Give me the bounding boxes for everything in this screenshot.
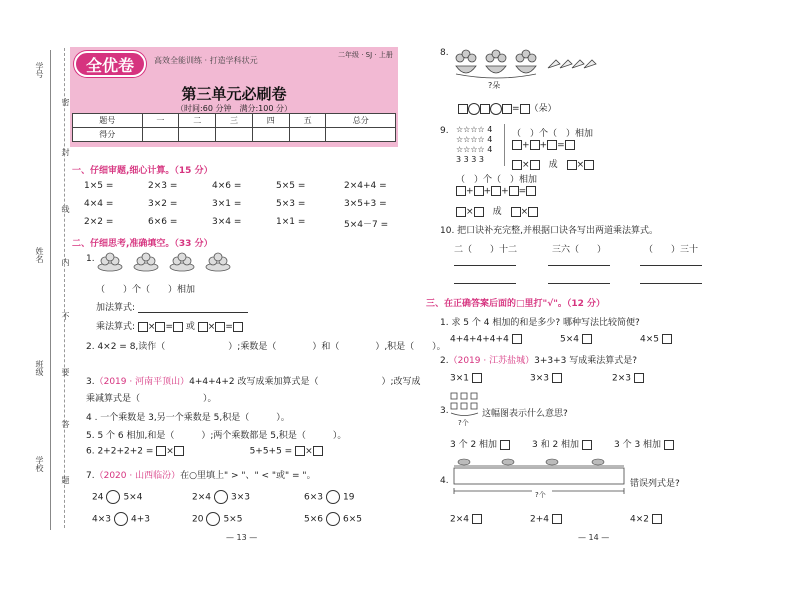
q1-add-answer[interactable] xyxy=(138,312,248,313)
q1-add-row xyxy=(96,300,248,313)
star-row: ☆☆☆☆ 4 xyxy=(456,135,493,144)
cut-line xyxy=(64,48,65,528)
compare-circle[interactable] xyxy=(114,512,128,526)
s3-q2-option xyxy=(612,373,644,384)
option-label: 3×3 xyxy=(530,373,549,384)
answer-circle[interactable] xyxy=(490,103,502,115)
answer-box[interactable] xyxy=(174,446,184,456)
q6-b: 5+5+5 = xyxy=(249,446,293,457)
page-number-left: — 13 — xyxy=(226,533,258,542)
s3-q3-num: 3. xyxy=(440,406,449,416)
label-name: 姓名 xyxy=(35,247,44,263)
q1-add-label: 加法算式: xyxy=(96,303,136,313)
compare-right: 4+3 xyxy=(131,514,150,525)
compare-circle[interactable] xyxy=(206,512,220,526)
times-sign: × xyxy=(207,322,216,332)
q9-b-mul: × 成 × xyxy=(456,204,538,217)
compare-left: 4×3 xyxy=(92,514,111,525)
score-header-cell: 题号 xyxy=(73,114,143,128)
answer-box[interactable] xyxy=(567,160,577,170)
answer-line[interactable] xyxy=(454,256,516,266)
compare-item xyxy=(304,490,354,504)
answer-box[interactable] xyxy=(156,446,166,456)
q7-source-tag: （2020 · 山西临汾） xyxy=(94,471,181,481)
binding-char: 答 xyxy=(61,420,70,428)
calc-item: 1×5 = xyxy=(84,181,114,191)
answer-line[interactable] xyxy=(640,256,702,266)
answer-box[interactable] xyxy=(155,322,165,332)
check-box[interactable] xyxy=(472,373,482,383)
option-label: 5×4 xyxy=(560,334,579,345)
compare-right: 19 xyxy=(343,492,355,503)
answer-box[interactable] xyxy=(474,186,484,196)
s3-q1-option xyxy=(560,334,592,345)
calc-item: 5×4－7 = xyxy=(344,220,389,230)
score-header-cell: 总分 xyxy=(326,114,396,128)
answer-box[interactable] xyxy=(584,160,594,170)
check-box[interactable] xyxy=(500,440,510,450)
slogan: 高效全能训练 · 打造学科状元 xyxy=(154,56,258,65)
s3-q3-option xyxy=(614,437,674,450)
answer-line[interactable] xyxy=(548,256,610,266)
birds-image xyxy=(452,456,632,509)
compare-circle[interactable] xyxy=(326,490,340,504)
s3-q4-text: 错误列式是? xyxy=(630,479,680,489)
calc-item: 2×2 = xyxy=(84,217,114,227)
score-cell[interactable] xyxy=(216,128,253,142)
section3-title: 三、在正确答案后面的□里打"√"。（12 分） xyxy=(426,299,606,309)
answer-box[interactable] xyxy=(509,186,519,196)
check-box[interactable] xyxy=(552,514,562,524)
score-cell[interactable] xyxy=(289,128,326,142)
q7-num: 7. xyxy=(86,471,95,481)
flower-vases-image xyxy=(452,46,602,83)
q8-answer-row: = （朵） xyxy=(458,101,557,115)
s3-q2-row: 2.（2019 · 江苏盐城）3+3+3 写成乘法算式是? xyxy=(440,356,637,366)
s3-q4-question: ?个 xyxy=(535,491,546,499)
compare-item xyxy=(304,512,362,526)
page-title: 第三单元必刷卷 xyxy=(181,85,287,103)
answer-circle[interactable] xyxy=(468,103,480,115)
answer-box[interactable] xyxy=(456,207,466,217)
q9-b-text: （ ）个（ ）相加 xyxy=(456,175,538,185)
q5-text: 5. 5 个 6 相加,和是（ ）;两个乘数都是 5,积是（ ）。 xyxy=(86,431,347,441)
calc-item: 1×1 = xyxy=(276,217,306,227)
compare-right: 5×4 xyxy=(123,492,143,503)
compare-left: 24 xyxy=(92,492,104,503)
answer-box[interactable] xyxy=(458,104,468,114)
score-row-label: 得分 xyxy=(73,128,143,142)
check-box[interactable] xyxy=(634,373,644,383)
label-class: 班级 xyxy=(35,360,44,376)
compare-circle[interactable] xyxy=(106,490,120,504)
option-label: 4×5 xyxy=(640,334,659,345)
page-number-right: — 14 — xyxy=(578,533,610,542)
answer-box[interactable] xyxy=(295,446,305,456)
score-header-cell: 三 xyxy=(216,114,253,128)
q1-groups-text: （ ）个（ ）相加 xyxy=(96,285,196,295)
s3-q4-option xyxy=(530,514,562,525)
q8-question: ?朵 xyxy=(488,81,501,90)
s3-q1-text: 1. 求 5 个 4 相加的和是多少? 哪种写法比较简便? xyxy=(440,318,640,328)
q6-a: 6. 2+2+2+2 = xyxy=(86,446,154,457)
q9-a-text: （ ）个（ ）相加 xyxy=(512,129,594,139)
compare-item xyxy=(192,512,242,526)
answer-box[interactable] xyxy=(565,140,575,150)
calc-item: 3×4 = xyxy=(212,217,242,227)
q1-mul-row xyxy=(96,319,243,332)
option-label: 3 个 2 相加 xyxy=(450,440,498,450)
calc-item: 4×4 = xyxy=(84,199,114,209)
compare-item xyxy=(92,512,150,526)
q10-text: 10. 把口诀补充完整,并根据口诀各写出两道乘法算式。 xyxy=(440,226,659,236)
q1-mul-label: 乘法算式: xyxy=(96,322,136,332)
option-label: 2+4 xyxy=(530,514,549,525)
answer-box[interactable] xyxy=(313,446,323,456)
score-header-cell: 四 xyxy=(252,114,289,128)
answer-box[interactable] xyxy=(456,186,466,196)
label-student-id: 学号 xyxy=(35,62,44,78)
score-cell[interactable] xyxy=(252,128,289,142)
equals-sign: = xyxy=(225,322,233,332)
compare-item xyxy=(192,490,250,504)
q8-unit: （朵） xyxy=(529,104,557,114)
times-sign: × xyxy=(147,322,156,332)
section2-title: 二、仔细思考,准确填空。（33 分） xyxy=(72,239,213,249)
answer-box[interactable] xyxy=(502,104,512,114)
answer-box[interactable] xyxy=(512,160,522,170)
q9-number: 9. xyxy=(440,126,449,136)
q4-text: 4 . 一个乘数是 3,另一个乘数是 5,积是（ ）。 xyxy=(86,413,290,423)
q10-item: （ ）三十 xyxy=(644,245,699,255)
binding-char: 要 xyxy=(61,368,70,376)
calc-item: 3×2 = xyxy=(148,199,178,209)
compare-right: 5×5 xyxy=(223,514,243,525)
q9-stars xyxy=(456,125,492,165)
q9-b-add: + + + = xyxy=(456,186,536,197)
check-box[interactable] xyxy=(652,514,662,524)
section1-title: 一、仔细审题,细心计算。（15 分） xyxy=(72,166,213,176)
binding-char: 不 xyxy=(61,312,70,320)
check-box[interactable] xyxy=(582,440,592,450)
calc-item: 3×1 = xyxy=(212,199,242,209)
option-label: 3×1 xyxy=(450,373,469,384)
s3-q3-option xyxy=(532,437,592,450)
answer-box[interactable] xyxy=(480,104,490,114)
compare-right: 6×5 xyxy=(343,514,362,525)
score-header-cell: 一 xyxy=(142,114,179,128)
compare-item xyxy=(92,490,142,504)
label-school: 学校 xyxy=(35,456,44,472)
star-row: ☆☆☆☆ 4 xyxy=(456,145,493,154)
score-header-cell: 二 xyxy=(179,114,216,128)
calc-item: 5×3 = xyxy=(276,199,306,209)
q10-item: 三六（ ） xyxy=(552,245,607,255)
answer-line[interactable] xyxy=(454,274,516,284)
compare-circle[interactable] xyxy=(326,512,340,526)
q10-item: 二（ ）十二 xyxy=(454,245,518,255)
calc-item: 4×6 = xyxy=(212,181,242,191)
calc-item: 2×4+4 = xyxy=(344,181,387,191)
calc-item: 6×6 = xyxy=(148,217,178,227)
answer-box[interactable] xyxy=(520,104,530,114)
brand-logo: 全优卷 xyxy=(74,51,146,77)
answer-box[interactable] xyxy=(530,160,540,170)
score-cell[interactable] xyxy=(179,128,216,142)
s3-q3-question: ?个 xyxy=(458,419,469,427)
s3-q1-option xyxy=(640,334,672,345)
check-box[interactable] xyxy=(582,334,592,344)
equals-sign: = xyxy=(165,322,174,332)
compare-left: 5×6 xyxy=(304,514,323,525)
option-label: 4×2 xyxy=(630,514,649,525)
q7-row xyxy=(86,468,316,481)
compare-right: 3×3 xyxy=(231,492,250,503)
answer-box[interactable] xyxy=(474,207,484,217)
s3-q4-num: 4. xyxy=(440,476,449,486)
s3-q2-source-tag: （2019 · 江苏盐城） xyxy=(448,356,535,366)
binding-char: 密 xyxy=(61,98,70,106)
compare-circle[interactable] xyxy=(214,490,228,504)
or-label: 成 xyxy=(548,160,558,170)
q8-number: 8. xyxy=(440,48,449,58)
q9-a-mul: × 成 × xyxy=(512,157,594,170)
option-label: 2×3 xyxy=(612,373,631,384)
score-header-cell: 五 xyxy=(289,114,326,128)
answer-box[interactable] xyxy=(198,322,208,332)
s3-q3-text: 这幅图表示什么意思? xyxy=(482,409,568,419)
answer-box[interactable] xyxy=(530,140,540,150)
answer-box[interactable] xyxy=(526,186,536,196)
star-row: ☆☆☆☆ 4 xyxy=(456,125,493,134)
grade-tag: 二年级 · SJ · 上册 xyxy=(338,51,393,59)
answer-box[interactable] xyxy=(233,322,243,332)
q3-source-tag: （2019 · 河南平顶山） xyxy=(94,377,190,387)
star-column-sums: 3 3 3 3 xyxy=(456,155,484,164)
exam-subtitle: （时间:60 分钟 满分:100 分） xyxy=(176,104,292,113)
calc-item: 5×5 = xyxy=(276,181,306,191)
score-cell[interactable] xyxy=(142,128,179,142)
binding-char: 线 xyxy=(61,205,70,213)
score-cell[interactable] xyxy=(326,128,396,142)
s3-q2-option xyxy=(450,373,482,384)
compare-left: 2×4 xyxy=(192,492,211,503)
s3-q4-option xyxy=(450,514,482,525)
q9-a-add: + + = xyxy=(512,140,575,151)
bowls-image xyxy=(96,251,236,276)
answer-line[interactable] xyxy=(548,274,610,284)
calc-item: 2×3 = xyxy=(148,181,178,191)
binding-char: 封 xyxy=(61,148,70,156)
answer-box[interactable] xyxy=(138,322,148,332)
option-label: 4+4+4+4+4 xyxy=(450,334,509,345)
q3-cont: 乘减算式是（ ）。 xyxy=(86,394,217,404)
answer-line[interactable] xyxy=(640,274,702,284)
answer-box[interactable] xyxy=(511,207,521,217)
calc-item: 3×5+3 = xyxy=(344,199,387,209)
answer-box[interactable] xyxy=(528,207,538,217)
q3-row: 3.（2019 · 河南平顶山）4+4+4+2 改写成乘加算式是（ ）;改写成 xyxy=(86,377,421,387)
score-table xyxy=(72,113,396,142)
answer-box[interactable] xyxy=(547,140,557,150)
s3-q2-text: 3+3+3 写成乘法算式是? xyxy=(534,356,637,366)
or-label: 成 xyxy=(492,207,502,217)
check-box[interactable] xyxy=(662,334,672,344)
answer-box[interactable] xyxy=(215,322,225,332)
s3-q3-option xyxy=(450,437,510,450)
q2-text: 2. 4×2 = 8,读作（ ）;乘数是（ ）和（ ）,积是（ ）。 xyxy=(86,342,446,352)
option-label: 3 和 2 相加 xyxy=(532,440,580,450)
q3-text: 4+4+4+2 改写成乘加算式是（ ）;改写成 xyxy=(189,377,421,387)
check-box[interactable] xyxy=(512,334,522,344)
check-box[interactable] xyxy=(552,373,562,383)
compare-left: 20 xyxy=(192,514,204,525)
s3-q2-option xyxy=(530,373,562,384)
answer-box[interactable] xyxy=(512,140,522,150)
answer-box[interactable] xyxy=(491,186,501,196)
binding-char: 内 xyxy=(61,258,70,266)
q6-row: 6. 2+2+2+2 = × 5+5+5 = × xyxy=(86,446,323,457)
s3-q4-option xyxy=(630,514,662,525)
s3-q1-option xyxy=(450,334,522,345)
check-box[interactable] xyxy=(472,514,482,524)
binding-char: 题 xyxy=(61,476,70,484)
compare-left: 6×3 xyxy=(304,492,323,503)
answer-box[interactable] xyxy=(173,322,183,332)
option-label: 2×4 xyxy=(450,514,469,525)
squares-image xyxy=(450,392,484,421)
q1-number: 1. xyxy=(86,254,95,264)
check-box[interactable] xyxy=(664,440,674,450)
or-label: 或 xyxy=(185,322,195,332)
q7-text: 在○里填上" > "、" < "或" = "。 xyxy=(180,471,316,481)
option-label: 3 个 3 相加 xyxy=(614,440,662,450)
